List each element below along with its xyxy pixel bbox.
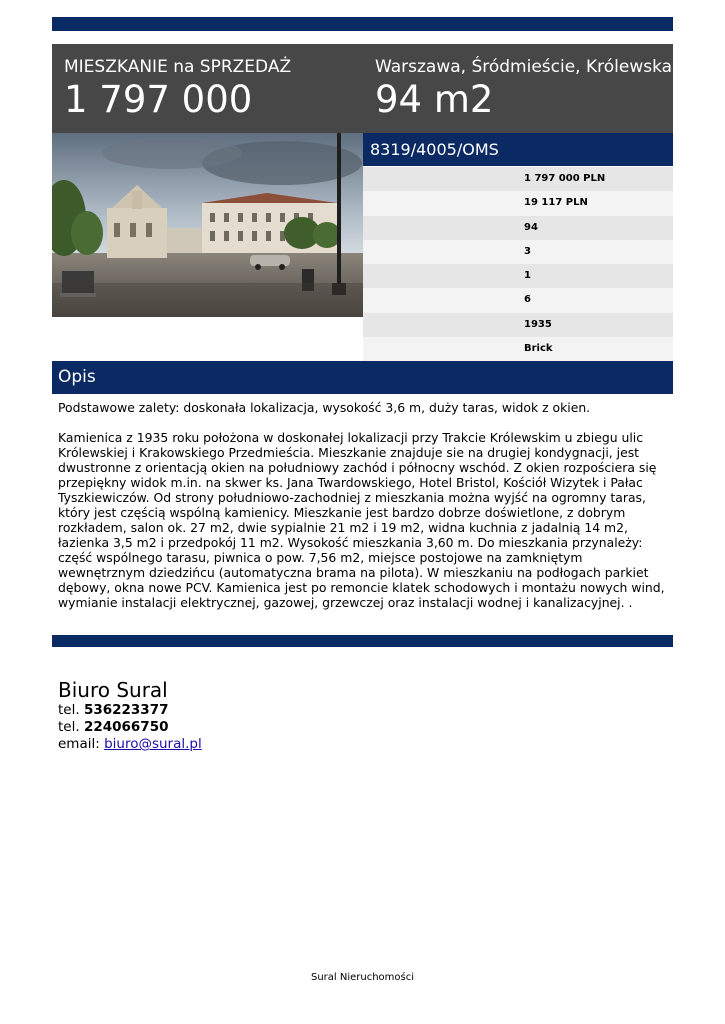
listing-price: 1 797 000	[64, 78, 253, 121]
reference-number: 8319/4005/OMS	[363, 133, 673, 166]
phone-number-1: 536223377	[83, 702, 169, 718]
header-right	[375, 56, 672, 121]
listing-type: MIESZKANIE na SPRZEDAŻ	[64, 57, 292, 77]
detail-row: 1	[363, 264, 673, 288]
phone-number-2: 224066750	[83, 719, 169, 735]
listing-location: Warszawa, Śródmieście, Królewska	[375, 57, 673, 77]
email-label: email:	[58, 736, 105, 752]
detail-row: Brick	[363, 337, 673, 361]
email-line	[58, 736, 202, 753]
description-body: Kamienica z 1935 roku położona w doskonałej lokalizacji przy Trakcie Królewskim u zbiegu ulic Królewskiej i Krakowskiego Przedmieścia. Mieszkanie znajduje sie na drugiej kondygnacji, jest dwustronne z orientacją okien na południowy zachód i północny wschód. Z okien rozpościera się przepiękny widok m.in. na skwer ks. Jana Twardowskiego, Hotel Bristol, Kościół Wizytek i Pałac Tyszkiewiczów. Od strony południowo-zachodniej z mieszkania można wyjść na ogromny taras, który jest częścią wspólną kamienicy. Mieszkanie jest bardzo dobrze doświetlone, z dobrym rozkładem, salon ok. 27 m2, dwie sypialnie 21 m2 i 19 m2, widna kuchnia z jadalnią 14 m2, łazienka 3,5 m2 i przedpokój 11 m2. Wysokość mieszkania 3,60 m. Do mieszkania przynależy: część wspólnego tarasu, piwnica o pow. 7,56 m2, miejsce postojowe na zamkniętym wewnętrznym dziedzińcu (automatyczna brama na pilota). W mieszkaniu na podłogach parkiet dębowy, okna nowe PCV. Kamienica jest po remoncie klatek schodowych i montażu nowych wind, wymianie instalacji elektrycznej, gazowej, grzewczej oraz instalacji wodnej i kanalizacyjnej. .	[58, 430, 665, 610]
contact-block	[58, 678, 202, 753]
description-section-title: Opis	[52, 361, 673, 394]
description-summary: Podstawowe zalety: doskonała lokalizacja, wysokość 3,6 m, duży taras, widok z okien.	[58, 400, 591, 415]
listing-header	[52, 44, 673, 133]
email-link[interactable]: biuro@sural.pl	[104, 736, 202, 752]
phone-line-2	[58, 719, 202, 736]
tel-label: tel.	[58, 702, 84, 718]
header-left	[64, 56, 291, 121]
middle-divider-bar	[52, 635, 673, 647]
tel-label: tel.	[58, 719, 84, 735]
description	[58, 400, 670, 625]
detail-row: 1 797 000 PLN	[363, 167, 673, 191]
detail-row: 94	[363, 216, 673, 240]
detail-row: 6	[363, 288, 673, 312]
listing-area: 94 m2	[375, 78, 494, 121]
phone-line-1	[58, 702, 202, 719]
office-name: Biuro Sural	[58, 678, 168, 702]
detail-row: 19 117 PLN	[363, 191, 673, 215]
footer-text: Sural Nieruchomości	[310, 972, 415, 983]
details-table	[363, 167, 673, 361]
property-photo	[52, 133, 363, 317]
detail-row: 3	[363, 240, 673, 264]
top-divider-bar	[52, 17, 673, 31]
detail-row: 1935	[363, 313, 673, 337]
